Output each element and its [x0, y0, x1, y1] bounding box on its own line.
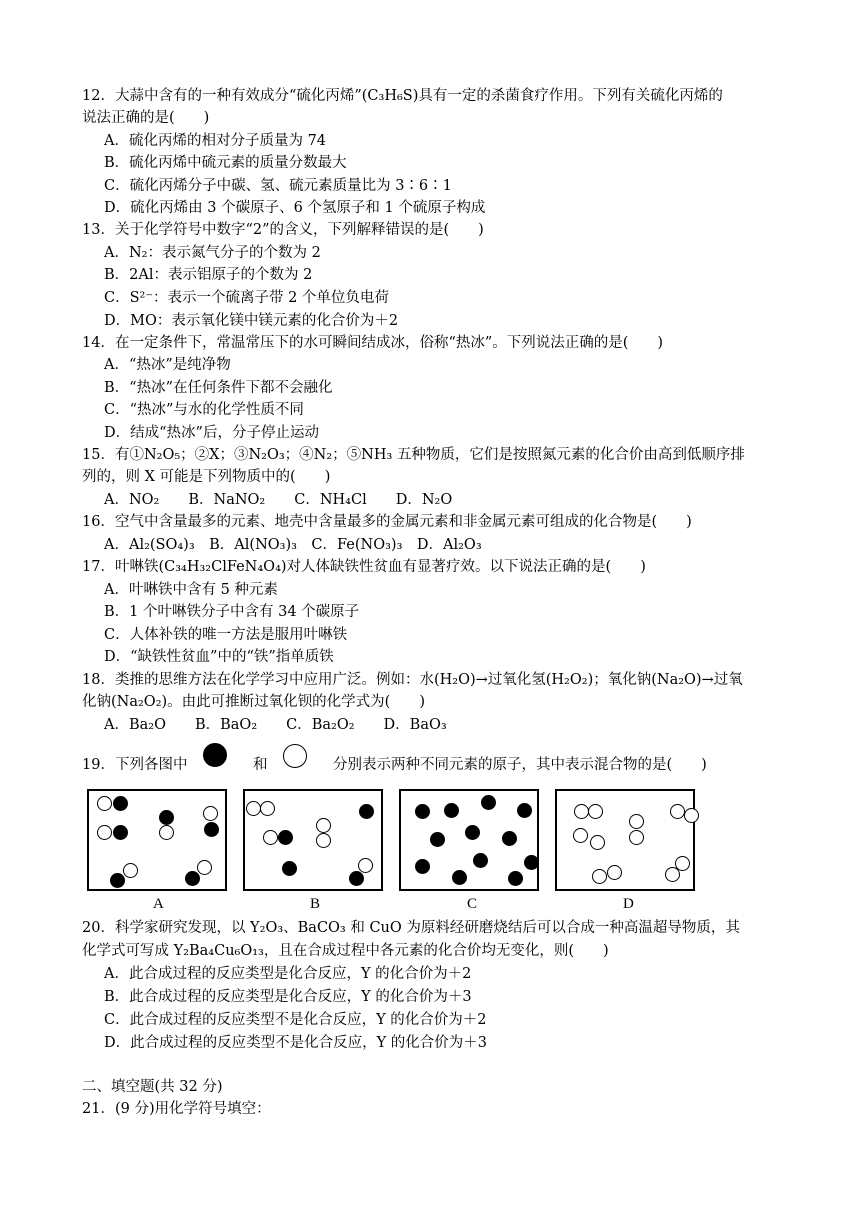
q15-stem-line1: 15．有①N₂O₅；②X；③N₂O₃；④N₂；⑤NH₃ 五种物质，它们是按照氮元素的化合价由高到低顺序排 — [82, 447, 745, 463]
black-atom-icon — [113, 825, 128, 840]
black-atom-icon — [452, 870, 467, 885]
q18-stem-line1: 18．类推的思维方法在化学学习中应用广泛。例如：水(H₂O)→过氧化氢(H₂O₂)；氧化钠(Na₂O)→过氧 — [82, 672, 743, 688]
white-atom-icon — [573, 828, 588, 843]
q12-option-c: C．硫化丙烯分子中碳、氢、硫元素质量比为 3∶6∶1 — [104, 178, 452, 194]
black-atom-icon — [430, 832, 445, 847]
diagram-b-box — [243, 789, 383, 891]
q20-option-a: A．此合成过程的反应类型是化合反应，Y 的化合价为＋2 — [104, 966, 472, 982]
white-atom-icon — [629, 814, 644, 829]
q17-option-a: A．叶啉铁中含有 5 种元素 — [104, 582, 278, 598]
white-atom-icon — [97, 796, 112, 811]
q13-option-c: C．S²⁻：表示一个硫离子带 2 个单位负电荷 — [104, 290, 389, 306]
black-atom-icon — [185, 871, 200, 886]
white-atom-icon — [123, 863, 138, 878]
diagram-c-label: C — [467, 896, 478, 912]
diagram-c-box — [399, 789, 539, 891]
black-atom-icon — [349, 871, 364, 886]
black-atom-icon — [282, 861, 297, 876]
white-atom-icon — [316, 833, 331, 848]
black-atom-icon — [110, 873, 125, 888]
black-atom-icon — [359, 804, 374, 819]
white-atom-icon — [588, 804, 603, 819]
diagram-b-label: B — [310, 896, 321, 912]
black-atom-icon — [113, 796, 128, 811]
q16-stem: 16．空气中含量最多的元素、地壳中含量最多的金属元素和非金属元素可组成的化合物是( ) — [82, 514, 692, 530]
black-atom-icon — [465, 825, 480, 840]
q19-stem-part2: 和 — [253, 757, 268, 773]
q14-stem: 14．在一定条件下，常温常压下的水可瞬间结成冰，俗称“热冰”。下列说法正确的是( ) — [82, 335, 664, 351]
q12-option-d: D．硫化丙烯由 3 个碳原子、6 个氢原子和 1 个硫原子构成 — [104, 200, 486, 216]
q20-stem-line2: 化学式可写成 Y₂Ba₄Cu₆O₁₃，且在合成过程中各元素的化合价均无变化，则( ) — [82, 943, 609, 959]
q18-stem-line2: 化钠(Na₂O₂)。由此可推断过氧化钡的化学式为( ) — [82, 694, 425, 710]
q17-option-d: D．“缺铁性贫血”中的“铁”指单质铁 — [104, 649, 334, 665]
q14-option-d: D．结成“热冰”后，分子停止运动 — [104, 425, 319, 441]
white-atom-icon — [97, 825, 112, 840]
diagram-a-box — [87, 789, 227, 891]
q12-option-a: A．硫化丙烯的相对分子质量为 74 — [104, 133, 327, 149]
black-atom-icon — [473, 853, 488, 868]
black-atom-icon — [508, 871, 523, 886]
black-atom-icon — [444, 803, 459, 818]
black-atom-icon — [159, 810, 174, 825]
white-atom-icon — [203, 806, 218, 821]
q14-option-b: B．“热冰”在任何条件下都不会融化 — [104, 380, 333, 396]
white-atom-icon — [665, 867, 680, 882]
q17-option-c: C．人体补铁的唯一方法是服用叶啉铁 — [104, 627, 348, 643]
white-atom-icon — [629, 830, 644, 845]
q18-options: A．Ba₂O B．BaO₂ C．Ba₂O₂ D．BaO₃ — [104, 717, 447, 733]
q19-stem-part1: 19．下列各图中 — [82, 757, 188, 773]
q17-stem: 17．叶啉铁(C₃₄H₃₂ClFeN₄O₄)对人体缺铁性贫血有显著疗效。以下说法正确的是( ) — [82, 559, 646, 575]
q21-stem: 21．(9 分)用化学符号填空： — [82, 1101, 271, 1117]
white-atom-icon — [607, 865, 622, 880]
q13-option-a: A．N₂：表示氮气分子的个数为 2 — [104, 245, 321, 261]
black-atom-icon — [524, 855, 539, 870]
black-atom-icon — [481, 795, 496, 810]
q14-option-c: C．“热冰”与水的化学性质不同 — [104, 402, 304, 418]
white-atom-icon — [358, 858, 373, 873]
white-atom-icon — [592, 869, 607, 884]
q12-stem-line1: 12．大蒜中含有的一种有效成分“硫化丙烯”(C₃H₆S)具有一定的杀菌食疗作用。下列有关硫化丙烯的 — [82, 88, 723, 104]
black-atom-icon — [517, 803, 532, 818]
white-atom-icon — [159, 825, 174, 840]
q13-option-b: B．2Al：表示铝原子的个数为 2 — [104, 267, 313, 283]
black-atom-icon — [415, 804, 430, 819]
black-atom-legend-icon — [203, 743, 227, 767]
diagram-d-label: D — [623, 896, 634, 912]
q15-options: A．NO₂ B．NaNO₂ C．NH₄Cl D．N₂O — [104, 492, 453, 508]
q20-option-d: D．此合成过程的反应类型不是化合反应，Y 的化合价为＋3 — [104, 1035, 488, 1051]
diagram-a-label: A — [153, 896, 164, 912]
section-2-heading: 二、填空题(共 32 分) — [82, 1079, 223, 1095]
diagram-d-box — [555, 789, 695, 891]
black-atom-icon — [278, 830, 293, 845]
q20-option-c: C．此合成过程的反应类型不是化合反应，Y 的化合价为＋2 — [104, 1012, 487, 1028]
white-atom-icon — [260, 801, 275, 816]
white-atom-icon — [316, 818, 331, 833]
white-atom-icon — [246, 801, 261, 816]
white-atom-icon — [197, 860, 212, 875]
black-atom-icon — [415, 859, 430, 874]
q16-options: A．Al₂(SO₄)₃ B．Al(NO₃)₃ C．Fe(NO₃)₃ D．Al₂O₃ — [104, 537, 482, 553]
white-atom-icon — [574, 804, 589, 819]
q14-option-a: A．“热冰”是纯净物 — [104, 357, 231, 373]
q17-option-b: B．1 个叶啉铁分子中含有 34 个碳原子 — [104, 604, 360, 620]
q20-stem-line1: 20．科学家研究发现，以 Y₂O₃、BaCO₃ 和 CuO 为原料经研磨烧结后可以合成一种高温超导物质，其 — [82, 920, 740, 936]
white-atom-icon — [263, 830, 278, 845]
q20-option-b: B．此合成过程的反应类型是化合反应，Y 的化合价为＋3 — [104, 989, 472, 1005]
q15-stem-line2: 列的，则 X 可能是下列物质中的( ) — [82, 469, 331, 485]
q12-stem-line2: 说法正确的是( ) — [82, 110, 210, 126]
q12-option-b: B．硫化丙烯中硫元素的质量分数最大 — [104, 155, 347, 171]
white-atom-icon — [670, 804, 685, 819]
q19-stem-part3: 分别表示两种不同元素的原子，其中表示混合物的是( ) — [333, 757, 707, 773]
white-atom-legend-icon — [283, 744, 307, 768]
white-atom-icon — [684, 808, 699, 823]
black-atom-icon — [204, 822, 219, 837]
q13-option-d: D．MO：表示氧化镁中镁元素的化合价为＋2 — [104, 313, 399, 329]
black-atom-icon — [502, 831, 517, 846]
white-atom-icon — [590, 835, 605, 850]
q13-stem: 13．关于化学符号中数字“2”的含义，下列解释错误的是( ) — [82, 222, 484, 238]
